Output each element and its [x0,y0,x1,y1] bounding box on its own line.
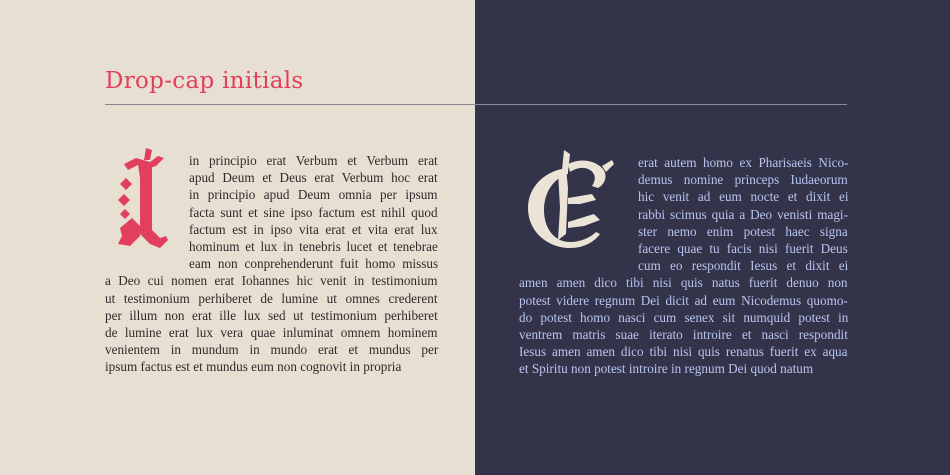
text-line: hominum et lux in tenebris lucet et tenebrae [189,239,438,254]
text-line: ster nemo enim potest haec signa [638,223,848,239]
text-line: apud Deum et Deus erat Verbum hoc erat [189,170,438,186]
text-line: eam non conprehenderunt fuit homo missus [189,256,439,272]
text-line: in principio apud Deum omnia per ipsum [189,187,438,203]
text-line: potest videre regnum Dei dicit ad eum Nicodemus quomo- [519,292,848,308]
text-line: do potest homo nasci cum senex sit numquid potest in [519,309,849,325]
text-line: in principio erat Verbum et Verbum erat [189,153,438,168]
text-line: amen amen dico tibi nisi quis natus fuerit denuo non [519,275,848,291]
text-line: rabbi scimus quia a Deo venisti magi- [638,206,848,222]
page-title: Drop-cap initials [105,68,304,94]
text-line: cum eo respondit Iesus et dixit ei [638,258,849,274]
text-line: factum est in ipso vita erat et vita erat lux [189,221,438,237]
text-line: ut testimonium perhiberet de lumine ut omnes crederent [105,290,438,306]
text-line: demus nomine princeps Iudaeorum [638,172,848,188]
text-line: ipsum factus est et mundus eum non cognovit in propria [105,359,402,375]
text-line: facere quae tu facis nisi fuerit Deus [638,241,848,256]
text-line: per illum non erat ille lux sed ut testimonium perhiberet [105,307,438,323]
text-line: et Spiritu non potest introire in regnum Dei quod natum [519,361,814,377]
text-line: hic venit ad eum nocte et dixit ei [638,189,849,205]
drop-cap-initial-e [524,148,616,252]
text-line: Iesus amen amen dico tibi nisi quis renatus fuerit ex aqua [519,344,848,360]
text-line: facta sunt et sine ipso factum est nihil quod [189,204,438,220]
text-line: ventrem matris suae iterato introire et nasci respondit [519,327,848,342]
title-divider-right [475,104,847,105]
text-line: venientem in mundum in mundo erat et mundus per [105,342,439,358]
text-line: erat autem homo ex Pharisaeis Nico- [638,155,849,170]
drop-cap-initial-i [110,148,172,256]
text-line: a Deo cui nomen erat Iohannes hic venit in testimonium [105,273,438,289]
text-line: de lumine erat lux vera quae inluminat omnem hominem [105,325,438,340]
